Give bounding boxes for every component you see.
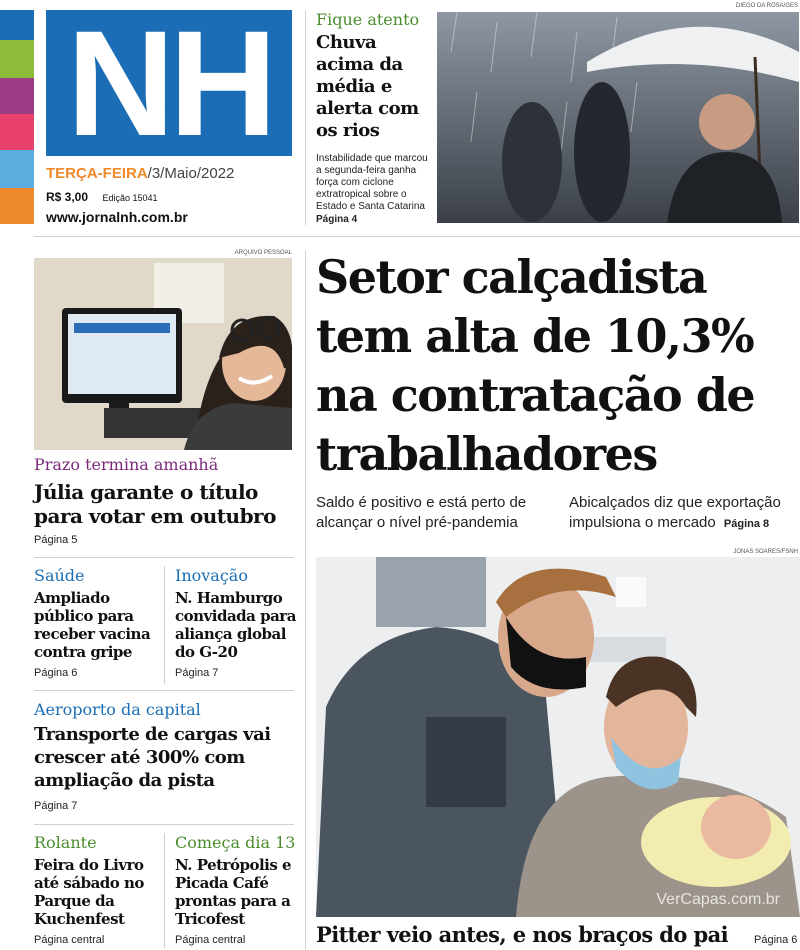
rolante-kicker: Rolante xyxy=(34,833,97,852)
strip-pink xyxy=(0,114,34,150)
weather-headline[interactable]: Chuva acima da média e alerta com os rios xyxy=(316,32,419,141)
airport-headline[interactable]: Transporte de cargas vai crescer até 300% com ampliação da pista xyxy=(34,724,271,791)
weather-photo[interactable] xyxy=(437,12,799,223)
website[interactable]: www.jornalnh.com.br xyxy=(46,209,188,225)
main-sub-right-text: Abicalçados diz que exportação impulsiona o mercado xyxy=(569,494,781,531)
date: /3/Maio/2022 xyxy=(147,165,235,182)
main-headline[interactable]: Setor calçadista tem alta de 10,3% na contratação de trabalhadores xyxy=(316,250,755,481)
health-kicker: Saúde xyxy=(34,566,85,585)
innovation-headline[interactable]: N. Hamburgo convidada para aliança global do G-20 xyxy=(175,589,296,661)
baby-photo[interactable] xyxy=(316,557,800,917)
baby-photo-credit: JONAS SOARES/FSNH xyxy=(733,549,798,555)
masthead-bottom-rule xyxy=(34,236,800,237)
strip-blue xyxy=(0,10,34,40)
edition: Edição 15041 xyxy=(102,193,158,203)
weather-section-label: Fique atento xyxy=(316,10,420,29)
tricofest-headline[interactable]: N. Petrópolis e Picada Café prontas para a Tricofest xyxy=(175,856,292,928)
left-photo-credit: ARQUIVO PESSOAL xyxy=(234,250,292,256)
tricofest-kicker: Começa dia 13 xyxy=(175,833,296,852)
strip-orange xyxy=(0,188,34,224)
main-page: Página 8 xyxy=(723,518,770,530)
strip-purple xyxy=(0,78,34,114)
baby-page: Página 6 xyxy=(754,934,798,946)
weather-body: Instabilidade que marcou a segunda-feira ganha força com ciclone extratropical sobre o Estado e Santa Catarina xyxy=(316,153,428,212)
rain-umbrella-illustration xyxy=(437,12,799,223)
strip-lightblue xyxy=(0,150,34,188)
main-sub-left: Saldo é positivo e está perto de alcançar o nível pré-pandemia xyxy=(316,494,527,531)
nh-logo[interactable]: NH xyxy=(46,10,292,156)
bottom-briefs-divider xyxy=(164,833,165,948)
rule-3 xyxy=(34,824,294,825)
innovation-page: Página 7 xyxy=(175,667,219,679)
briefs-divider xyxy=(164,566,165,684)
rolante-headline[interactable]: Feira do Livro até sábado no Parque da Kuchenfest xyxy=(34,856,144,928)
father-mother-baby-illustration xyxy=(316,557,800,917)
innovation-kicker: Inovação xyxy=(175,566,248,585)
main-sub-right xyxy=(569,493,800,534)
rule-1 xyxy=(34,557,294,558)
tricofest-page: Página central xyxy=(175,934,246,946)
airport-page: Página 7 xyxy=(34,800,78,812)
voter-registration-illustration xyxy=(34,258,292,450)
baby-headline[interactable]: Pitter veio antes, e nos braços do pai xyxy=(316,922,728,947)
date-line xyxy=(46,165,234,182)
price-line xyxy=(46,188,158,206)
julia-headline[interactable]: Júlia garante o título para votar em outubro xyxy=(34,480,276,528)
watermark: VerCapas.com.br xyxy=(656,891,780,908)
rule-2 xyxy=(34,690,294,691)
masthead-divider xyxy=(305,10,306,225)
julia-photo[interactable] xyxy=(34,258,292,450)
health-page: Página 6 xyxy=(34,667,78,679)
weather-page: Página 4 xyxy=(316,214,358,225)
weather-photo-credit: DIEGO DA ROSA/GES xyxy=(735,3,798,9)
column-divider xyxy=(305,250,306,950)
health-headline[interactable]: Ampliado público para receber vacina contra gripe xyxy=(34,589,151,661)
julia-page: Página 5 xyxy=(34,534,78,546)
weekday: TERÇA-FEIRA xyxy=(46,165,148,182)
rolante-page: Página central xyxy=(34,934,105,946)
color-strip xyxy=(0,10,34,224)
airport-kicker: Aeroporto da capital xyxy=(34,700,201,719)
julia-kicker: Prazo termina amanhã xyxy=(34,455,219,474)
price: R$ 3,00 xyxy=(46,190,89,204)
strip-green xyxy=(0,40,34,78)
